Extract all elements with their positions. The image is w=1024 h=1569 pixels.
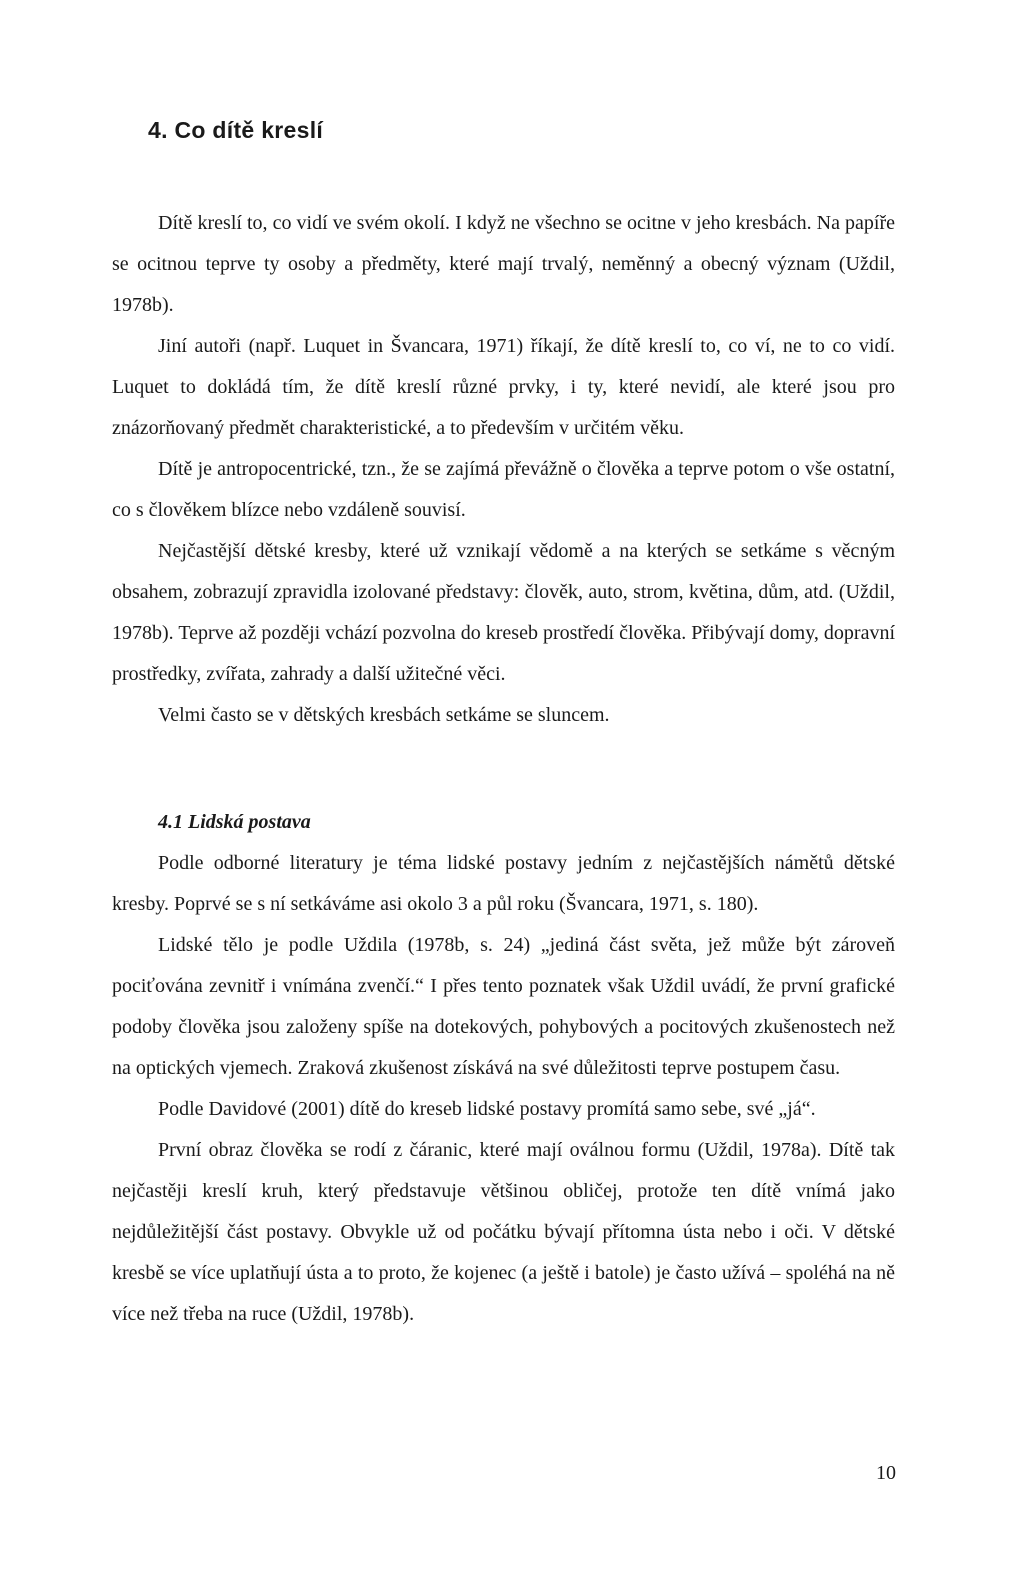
paragraph: Dítě je antropocentrické, tzn., že se zajímá převážně o člověka a teprve potom o vše ostatní, co s člověkem blízce nebo vzdáleně souvisí. <box>112 458 895 521</box>
page-number: 10 <box>876 1462 896 1484</box>
paragraph: První obraz člověka se rodí z čáranic, které mají oválnou formu (Uždil, 1978a). Dítě tak nejčastěji kreslí kruh, který představuje většinou obličej, protože ten dítě vnímá jako nejdůležitější část postavy. Obvykle už od počátku bývají přítomna ústa nebo i oči. V dětské kresbě se více uplatňují ústa a to proto, že kojenec (a ještě i batole) je často užívá – spoléhá na ně více než třeba na ruce (Uždil, 1978b). <box>112 1139 895 1325</box>
paragraph: Lidské tělo je podle Uždila (1978b, s. 24) „jediná část světa, jež může být zároveň pociťována zevnitř i vnímána zvenčí.“ I přes tento poznatek však Uždil uvádí, že první grafické podoby člověka jsou založeny spíše na dotekových, pohybových a pocitových zkušenostech než na optických vjemech. Zraková zkušenost získává na své důležitosti teprve postupem času. <box>112 934 895 1079</box>
chapter-body <box>112 203 895 736</box>
section-heading: 4.1 Lidská postava <box>158 811 311 833</box>
paragraph: Podle odborné literatury je téma lidské postavy jedním z nejčastějších námětů dětské kresby. Poprvé se s ní setkáváme asi okolo 3 a půl roku (Švancara, 1971, s. 180). <box>112 852 895 915</box>
paragraph: Velmi často se v dětských kresbách setkáme se sluncem. <box>158 704 610 726</box>
paragraph: Jiní autoři (např. Luquet in Švancara, 1971) říkají, že dítě kreslí to, co ví, ne to co vidí. Luquet to dokládá tím, že dítě kreslí různé prvky, i ty, které nevidí, ale které jsou pro znázorňovaný předmět charakteristické, a to především v určitém věku. <box>112 335 895 439</box>
paragraph: Dítě kreslí to, co vidí ve svém okolí. I když ne všechno se ocitne v jeho kresbách. Na papíře se ocitnou teprve ty osoby a předměty, které mají trvalý, neměnný a obecný význam (Uždil, 1978b). <box>112 212 895 316</box>
section-body <box>112 802 895 1335</box>
chapter-heading: 4. Co dítě kreslí <box>148 117 324 143</box>
paragraph: Podle Davidové (2001) dítě do kreseb lidské postavy promítá samo sebe, své „já“. <box>158 1098 816 1120</box>
paragraph: Nejčastější dětské kresby, které už vznikají vědomě a na kterých se setkáme s věcným obsahem, zobrazují zpravidla izolované představy: člověk, auto, strom, květina, dům, atd. (Uždil, 1978b). Teprve až později vchází pozvolna do kreseb prostředí člověka. Přibývají domy, dopravní prostředky, zvířata, zahrady a další užitečné věci. <box>112 540 895 685</box>
